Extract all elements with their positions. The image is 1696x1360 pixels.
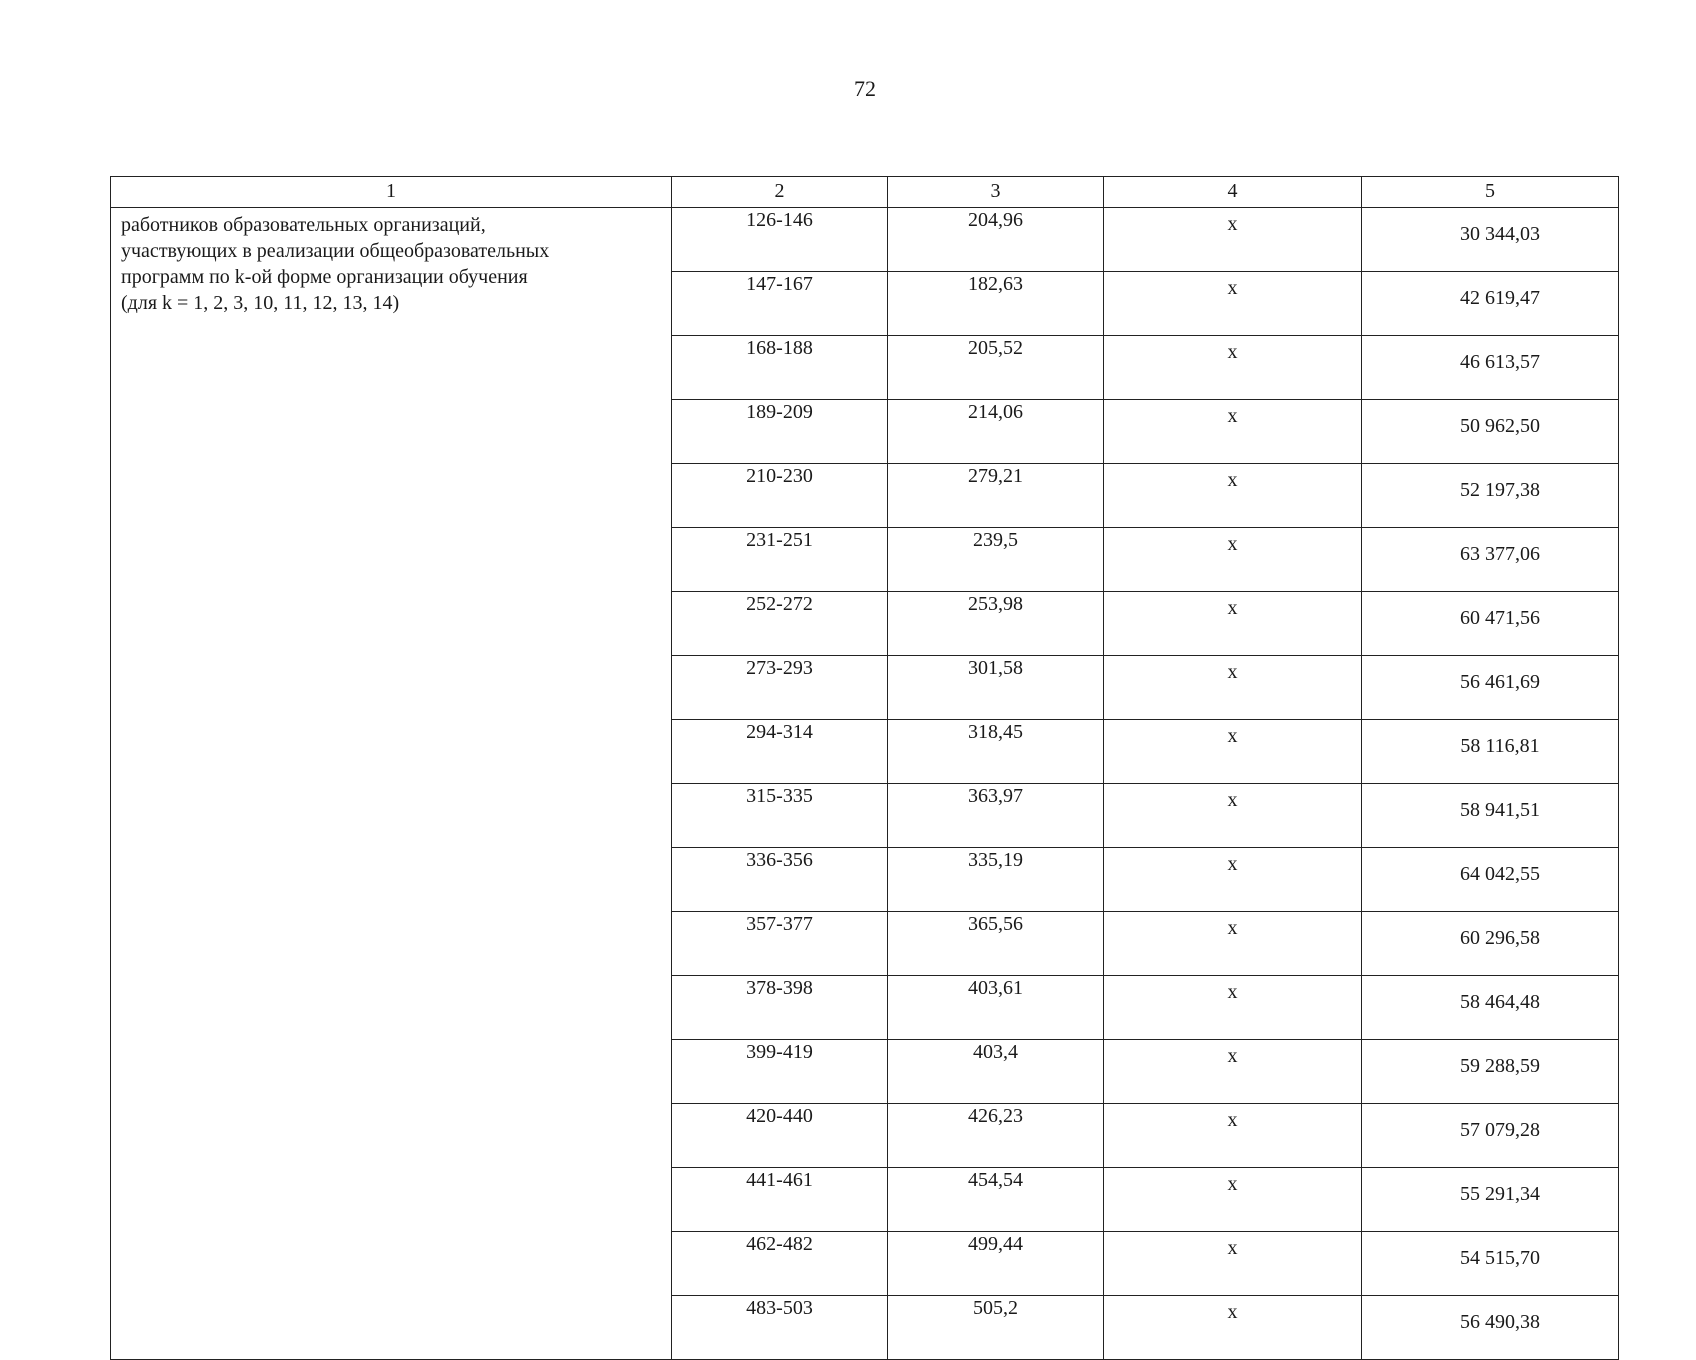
range-text: 126-146 [746, 209, 813, 231]
range [672, 784, 888, 848]
range [672, 912, 888, 976]
value-cell-text: 60 296,58 [1460, 927, 1540, 949]
mark-cell [1104, 720, 1362, 784]
coefficient-cell-text: 253,98 [968, 593, 1023, 615]
range [672, 656, 888, 720]
mark-cell-text: x [1227, 789, 1238, 811]
value-cell [1362, 592, 1619, 656]
coefficient-cell-text: 499,44 [968, 1233, 1023, 1255]
value-cell [1362, 1040, 1619, 1104]
coefficient-cell-text: 505,2 [973, 1297, 1018, 1319]
range [672, 1296, 888, 1360]
mark-cell-text: x [1227, 533, 1238, 555]
coefficient-cell [888, 336, 1104, 400]
mark-cell-text: x [1227, 725, 1238, 747]
coefficient-cell-text: 239,5 [973, 529, 1018, 551]
value-cell-text: 56 490,38 [1460, 1311, 1540, 1333]
column-header-2: 2 [672, 177, 888, 208]
range [672, 720, 888, 784]
table-body [111, 208, 1619, 1360]
value-cell-text: 52 197,38 [1460, 479, 1540, 501]
range-text: 252-272 [746, 593, 813, 615]
value-cell-text: 30 344,03 [1460, 223, 1540, 245]
mark-cell [1104, 912, 1362, 976]
range [672, 1040, 888, 1104]
mark-cell-text: x [1227, 1301, 1238, 1323]
coefficient-cell-text: 205,52 [968, 337, 1023, 359]
value-cell-text: 42 619,47 [1460, 287, 1540, 309]
mark-cell-text: x [1227, 853, 1238, 875]
range-text: 399-419 [746, 1041, 813, 1063]
value-cell [1362, 720, 1619, 784]
column-header-1: 1 [111, 177, 672, 208]
mark-cell-text: x [1227, 341, 1238, 363]
coefficient-cell-text: 454,54 [968, 1169, 1023, 1191]
mark-cell-text: x [1227, 405, 1238, 427]
coefficient-cell-text: 204,96 [968, 209, 1023, 231]
value-cell [1362, 208, 1619, 272]
value-cell [1362, 784, 1619, 848]
coefficient-cell-text: 214,06 [968, 401, 1023, 423]
coefficient-cell-text: 426,23 [968, 1105, 1023, 1127]
coefficient-cell-text: 365,56 [968, 913, 1023, 935]
coefficient-cell-text: 182,63 [968, 273, 1023, 295]
coefficient-cell [888, 784, 1104, 848]
coefficient-cell [888, 848, 1104, 912]
mark-cell-text: x [1227, 1237, 1238, 1259]
mark-cell [1104, 1296, 1362, 1360]
range-text: 462-482 [746, 1233, 813, 1255]
mark-cell [1104, 976, 1362, 1040]
coefficient-cell [888, 656, 1104, 720]
mark-cell-text: x [1227, 1173, 1238, 1195]
range-text: 147-167 [746, 273, 813, 295]
range-text: 294-314 [746, 721, 813, 743]
coefficient-cell [888, 912, 1104, 976]
table-row [111, 208, 1619, 272]
range [672, 400, 888, 464]
coefficient-cell-text: 318,45 [968, 721, 1023, 743]
value-cell [1362, 1104, 1619, 1168]
range-text: 378-398 [746, 977, 813, 999]
value-cell-text: 56 461,69 [1460, 671, 1540, 693]
range [672, 272, 888, 336]
mark-cell-text: x [1227, 277, 1238, 299]
value-cell [1362, 656, 1619, 720]
coefficient-cell [888, 720, 1104, 784]
range [672, 1104, 888, 1168]
range [672, 1232, 888, 1296]
coefficient-cell [888, 272, 1104, 336]
description-line: программ по k-ой форме организации обучения [121, 266, 528, 288]
range-text: 420-440 [746, 1105, 813, 1127]
value-cell [1362, 400, 1619, 464]
value-cell [1362, 1296, 1619, 1360]
mark-cell-text: x [1227, 1045, 1238, 1067]
mark-cell-text: x [1227, 469, 1238, 491]
data-table [110, 176, 1619, 1360]
range-text: 210-230 [746, 465, 813, 487]
column-header-5: 5 [1362, 177, 1619, 208]
range-text: 336-356 [746, 849, 813, 871]
range-text: 273-293 [746, 657, 813, 679]
mark-cell-text: x [1227, 981, 1238, 1003]
coefficient-cell [888, 1232, 1104, 1296]
value-cell [1362, 464, 1619, 528]
mark-cell [1104, 528, 1362, 592]
value-cell-text: 58 941,51 [1460, 799, 1540, 821]
value-cell-text: 54 515,70 [1460, 1247, 1540, 1269]
mark-cell [1104, 1232, 1362, 1296]
coefficient-cell [888, 400, 1104, 464]
value-cell [1362, 976, 1619, 1040]
range [672, 976, 888, 1040]
mark-cell [1104, 400, 1362, 464]
description-line: работников образовательных организаций, [121, 214, 486, 236]
range-text: 441-461 [746, 1169, 813, 1191]
value-cell-text: 58 464,48 [1460, 991, 1540, 1013]
mark-cell [1104, 208, 1362, 272]
value-cell-text: 59 288,59 [1460, 1055, 1540, 1077]
coefficient-cell [888, 1104, 1104, 1168]
value-cell-text: 55 291,34 [1460, 1183, 1540, 1205]
mark-cell [1104, 464, 1362, 528]
range [672, 528, 888, 592]
value-cell [1362, 1232, 1619, 1296]
value-cell [1362, 528, 1619, 592]
range [672, 336, 888, 400]
mark-cell [1104, 784, 1362, 848]
range-text: 231-251 [746, 529, 813, 551]
column-header-4: 4 [1104, 177, 1362, 208]
range [672, 464, 888, 528]
value-cell-text: 63 377,06 [1460, 543, 1540, 565]
value-cell-text: 58 116,81 [1460, 735, 1540, 757]
value-cell [1362, 848, 1619, 912]
coefficient-cell [888, 1296, 1104, 1360]
coefficient-cell-text: 363,97 [968, 785, 1023, 807]
range [672, 208, 888, 272]
description-line: участвующих в реализации общеобразовательных [121, 240, 550, 262]
mark-cell-text: x [1227, 213, 1238, 235]
range-text: 189-209 [746, 401, 813, 423]
value-cell-text: 64 042,55 [1460, 863, 1540, 885]
coefficient-cell-text: 403,4 [973, 1041, 1018, 1063]
coefficient-cell-text: 301,58 [968, 657, 1023, 679]
mark-cell [1104, 1104, 1362, 1168]
mark-cell-text: x [1227, 661, 1238, 683]
coefficient-cell-text: 403,61 [968, 977, 1023, 999]
value-cell-text: 57 079,28 [1460, 1119, 1540, 1141]
mark-cell-text: x [1227, 1109, 1238, 1131]
value-cell [1362, 336, 1619, 400]
coefficient-cell [888, 976, 1104, 1040]
coefficient-cell [888, 528, 1104, 592]
description-line: (для k = 1, 2, 3, 10, 11, 12, 13, 14) [121, 292, 400, 314]
value-cell [1362, 912, 1619, 976]
coefficient-cell [888, 592, 1104, 656]
coefficient-cell [888, 1040, 1104, 1104]
column-header-3: 3 [888, 177, 1104, 208]
value-cell [1362, 272, 1619, 336]
header-row [111, 177, 1619, 208]
value-cell-text: 46 613,57 [1460, 351, 1540, 373]
coefficient-cell-text: 335,19 [968, 849, 1023, 871]
coefficient-cell [888, 464, 1104, 528]
range-text: 315-335 [746, 785, 813, 807]
mark-cell-text: x [1227, 597, 1238, 619]
value-cell-text: 60 471,56 [1460, 607, 1540, 629]
mark-cell-text: x [1227, 917, 1238, 939]
mark-cell [1104, 272, 1362, 336]
value-cell-text: 50 962,50 [1460, 415, 1540, 437]
range [672, 592, 888, 656]
mark-cell [1104, 592, 1362, 656]
coefficient-cell-text: 279,21 [968, 465, 1023, 487]
mark-cell [1104, 1040, 1362, 1104]
range [672, 848, 888, 912]
range-text: 168-188 [746, 337, 813, 359]
coefficient-cell [888, 208, 1104, 272]
page-number: 72 [854, 76, 876, 101]
mark-cell [1104, 336, 1362, 400]
mark-cell [1104, 848, 1362, 912]
mark-cell [1104, 656, 1362, 720]
description-cell [111, 208, 672, 1360]
range-text: 357-377 [746, 913, 813, 935]
range-text: 483-503 [746, 1297, 813, 1319]
